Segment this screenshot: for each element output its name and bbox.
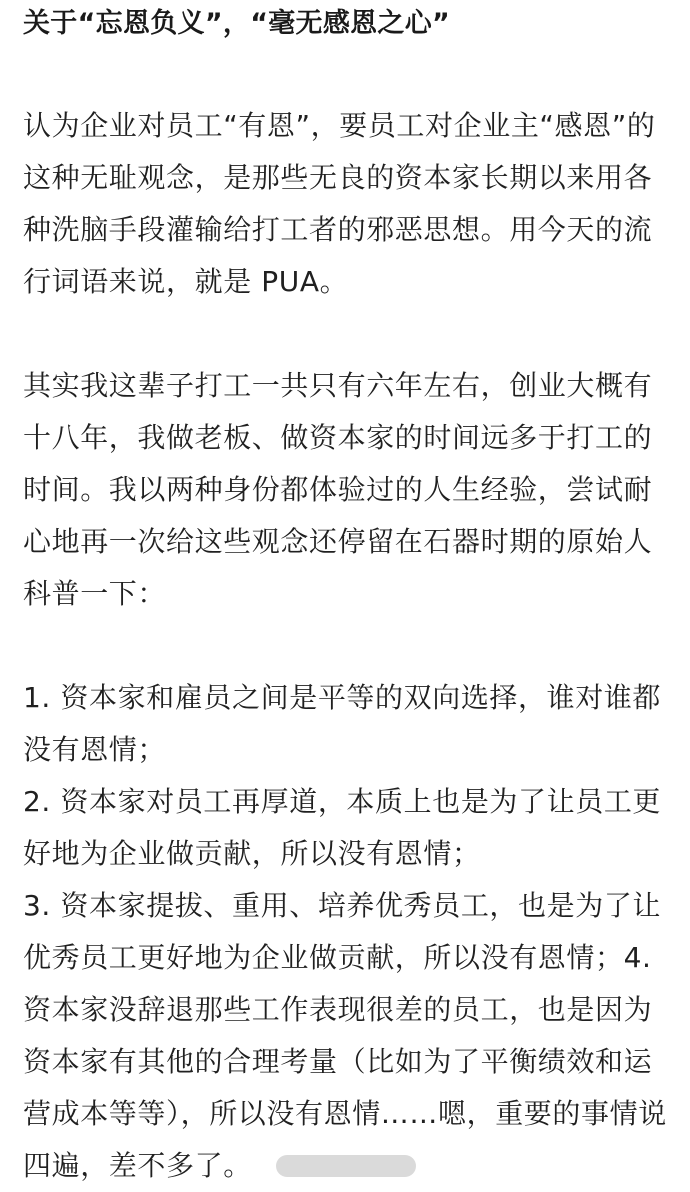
- list-item-3-4: 3. 资本家提拔、重用、培养优秀员工，也是为了让优秀员工更好地为企业做贡献，所以没有恩情；4. 资本家没辞退那些工作表现很差的员工，也是因为资本家有其他的合理考量（比如为了平衡绩效和运营成本等等），所以没有恩情……嗯，重要的事情说四遍，差不多了。: [23, 889, 667, 1182]
- points-list: [23, 672, 675, 1192]
- list-item-1: 1. 资本家和雇员之间是平等的双向选择，谁对谁都没有恩情；: [23, 681, 662, 766]
- blurred-bottom-indicator: [276, 1155, 416, 1177]
- paragraph-1: 认为企业对员工“有恩”，要员工对企业主“感恩”的这种无耻观念，是那些无良的资本家长期以来用各种洗脑手段灌输给打工者的邪恶思想。用今天的流行词语来说，就是 PUA。: [23, 109, 656, 298]
- article-title: 关于“忘恩负义”，“毫无感恩之心”: [23, 8, 451, 39]
- article: [23, 0, 675, 1192]
- paragraph-2: 其实我这辈子打工一共只有六年左右，创业大概有十八年，我做老板、做资本家的时间远多于打工的时间。我以两种身份都体验过的人生经验，尝试耐心地再一次给这些观念还停留在石器时期的原始人科普一下：: [23, 369, 653, 610]
- list-item-2: 2. 资本家对员工再厚道，本质上也是为了让员工更好地为企业做贡献，所以没有恩情；: [23, 785, 662, 870]
